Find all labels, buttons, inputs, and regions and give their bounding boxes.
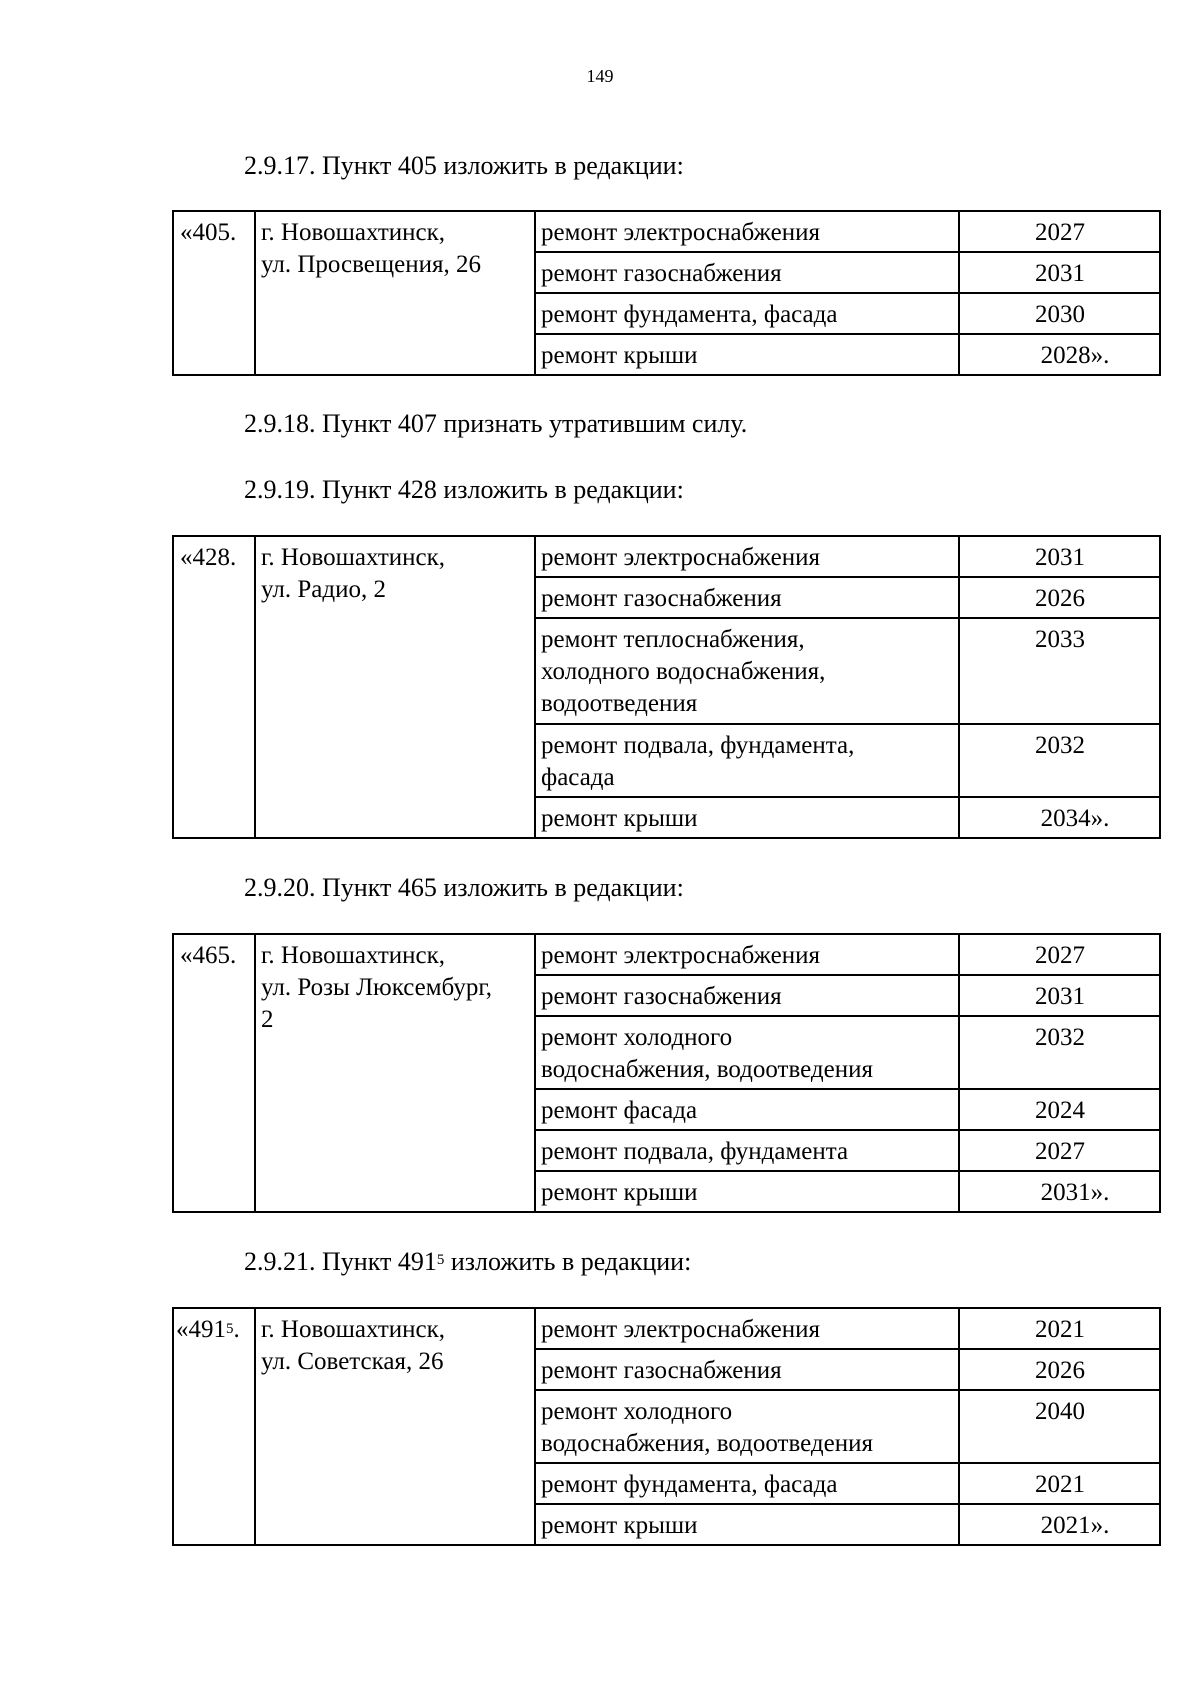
work-cell: ремонт электроснабжения	[535, 211, 959, 252]
work-cell: ремонт фасада	[535, 1089, 959, 1130]
work-cell: ремонт холодного водоснабжения, водоотведения	[535, 1016, 959, 1089]
address-line: ул. Розы Люксембург,	[261, 974, 493, 1001]
table-row	[173, 536, 1160, 577]
work-cell: ремонт газоснабжения	[535, 1349, 959, 1390]
year-cell: 2040	[959, 1390, 1160, 1463]
year-cell: 2027	[959, 1130, 1160, 1171]
work-cell: ремонт электроснабжения	[535, 536, 959, 577]
work-cell: ремонт теплоснабжения, холодного водоснабжения, водоотведения	[535, 618, 959, 724]
address-cell	[255, 934, 535, 1212]
year-cell: 2030	[959, 293, 1160, 334]
year-cell: 2027	[959, 934, 1160, 975]
year-cell: 2021	[959, 1463, 1160, 1504]
work-cell: ремонт крыши	[535, 1504, 959, 1545]
item-number: «465.	[173, 934, 255, 1212]
address-line: 2	[261, 1006, 274, 1033]
work-cell: ремонт газоснабжения	[535, 975, 959, 1016]
item-number: «405.	[173, 211, 255, 375]
work-cell: ремонт электроснабжения	[535, 1308, 959, 1349]
work-cell: ремонт фундамента, фасада	[535, 293, 959, 334]
work-cell: ремонт холодного водоснабжения, водоотведения	[535, 1390, 959, 1463]
table-row	[173, 1308, 1160, 1349]
paragraph-2-9-20: 2.9.20. Пункт 465 изложить в редакции:	[244, 873, 684, 902]
work-cell: ремонт крыши	[535, 334, 959, 375]
address-cell	[255, 1308, 535, 1545]
address-line: г. Новошахтинск,	[261, 1316, 446, 1343]
address-line: г. Новошахтинск,	[261, 544, 446, 571]
address-line: ул. Просвещения, 26	[261, 251, 482, 278]
table-item-491-5	[172, 1307, 1161, 1546]
year-cell: 2026	[959, 1349, 1160, 1390]
year-cell: 2028».	[959, 334, 1160, 375]
address-cell	[255, 536, 535, 838]
year-cell: 2032	[959, 724, 1160, 797]
year-cell: 2027	[959, 211, 1160, 252]
address-line: г. Новошахтинск,	[261, 942, 446, 969]
address-line: г. Новошахтинск,	[261, 219, 446, 246]
paragraph-2-9-18: 2.9.18. Пункт 407 признать утратившим силу.	[244, 409, 748, 438]
item-number: «428.	[173, 536, 255, 838]
year-cell: 2034».	[959, 797, 1160, 838]
year-cell: 2033	[959, 618, 1160, 724]
paragraph-2-9-21: 2.9.21. Пункт $491^5$ изложить в редакции:	[244, 1247, 692, 1276]
item-number: «$491^5$.	[173, 1308, 255, 1545]
address-cell	[255, 211, 535, 375]
table-item-428	[172, 535, 1161, 839]
year-cell: 2032	[959, 1016, 1160, 1089]
year-cell: 2031	[959, 536, 1160, 577]
year-cell: 2026	[959, 577, 1160, 618]
paragraph-2-9-17: 2.9.17. Пункт 405 изложить в редакции:	[244, 151, 684, 180]
work-cell: ремонт фундамента, фасада	[535, 1463, 959, 1504]
work-cell: ремонт подвала, фундамента	[535, 1130, 959, 1171]
table-item-405	[172, 210, 1161, 376]
year-cell: 2021».	[959, 1504, 1160, 1545]
page-number: 149	[586, 66, 614, 86]
table-row	[173, 211, 1160, 252]
paragraph-2-9-19: 2.9.19. Пункт 428 изложить в редакции:	[244, 475, 684, 504]
year-cell: 2021	[959, 1308, 1160, 1349]
year-cell: 2024	[959, 1089, 1160, 1130]
address-line: ул. Советская, 26	[261, 1348, 444, 1375]
work-cell: ремонт газоснабжения	[535, 252, 959, 293]
work-cell: ремонт крыши	[535, 797, 959, 838]
work-cell: ремонт подвала, фундамента, фасада	[535, 724, 959, 797]
work-cell: ремонт газоснабжения	[535, 577, 959, 618]
year-cell: 2031».	[959, 1171, 1160, 1212]
year-cell: 2031	[959, 975, 1160, 1016]
work-cell: ремонт крыши	[535, 1171, 959, 1212]
table-item-465	[172, 933, 1161, 1213]
address-line: ул. Радио, 2	[261, 576, 386, 603]
year-cell: 2031	[959, 252, 1160, 293]
work-cell: ремонт электроснабжения	[535, 934, 959, 975]
table-row	[173, 934, 1160, 975]
